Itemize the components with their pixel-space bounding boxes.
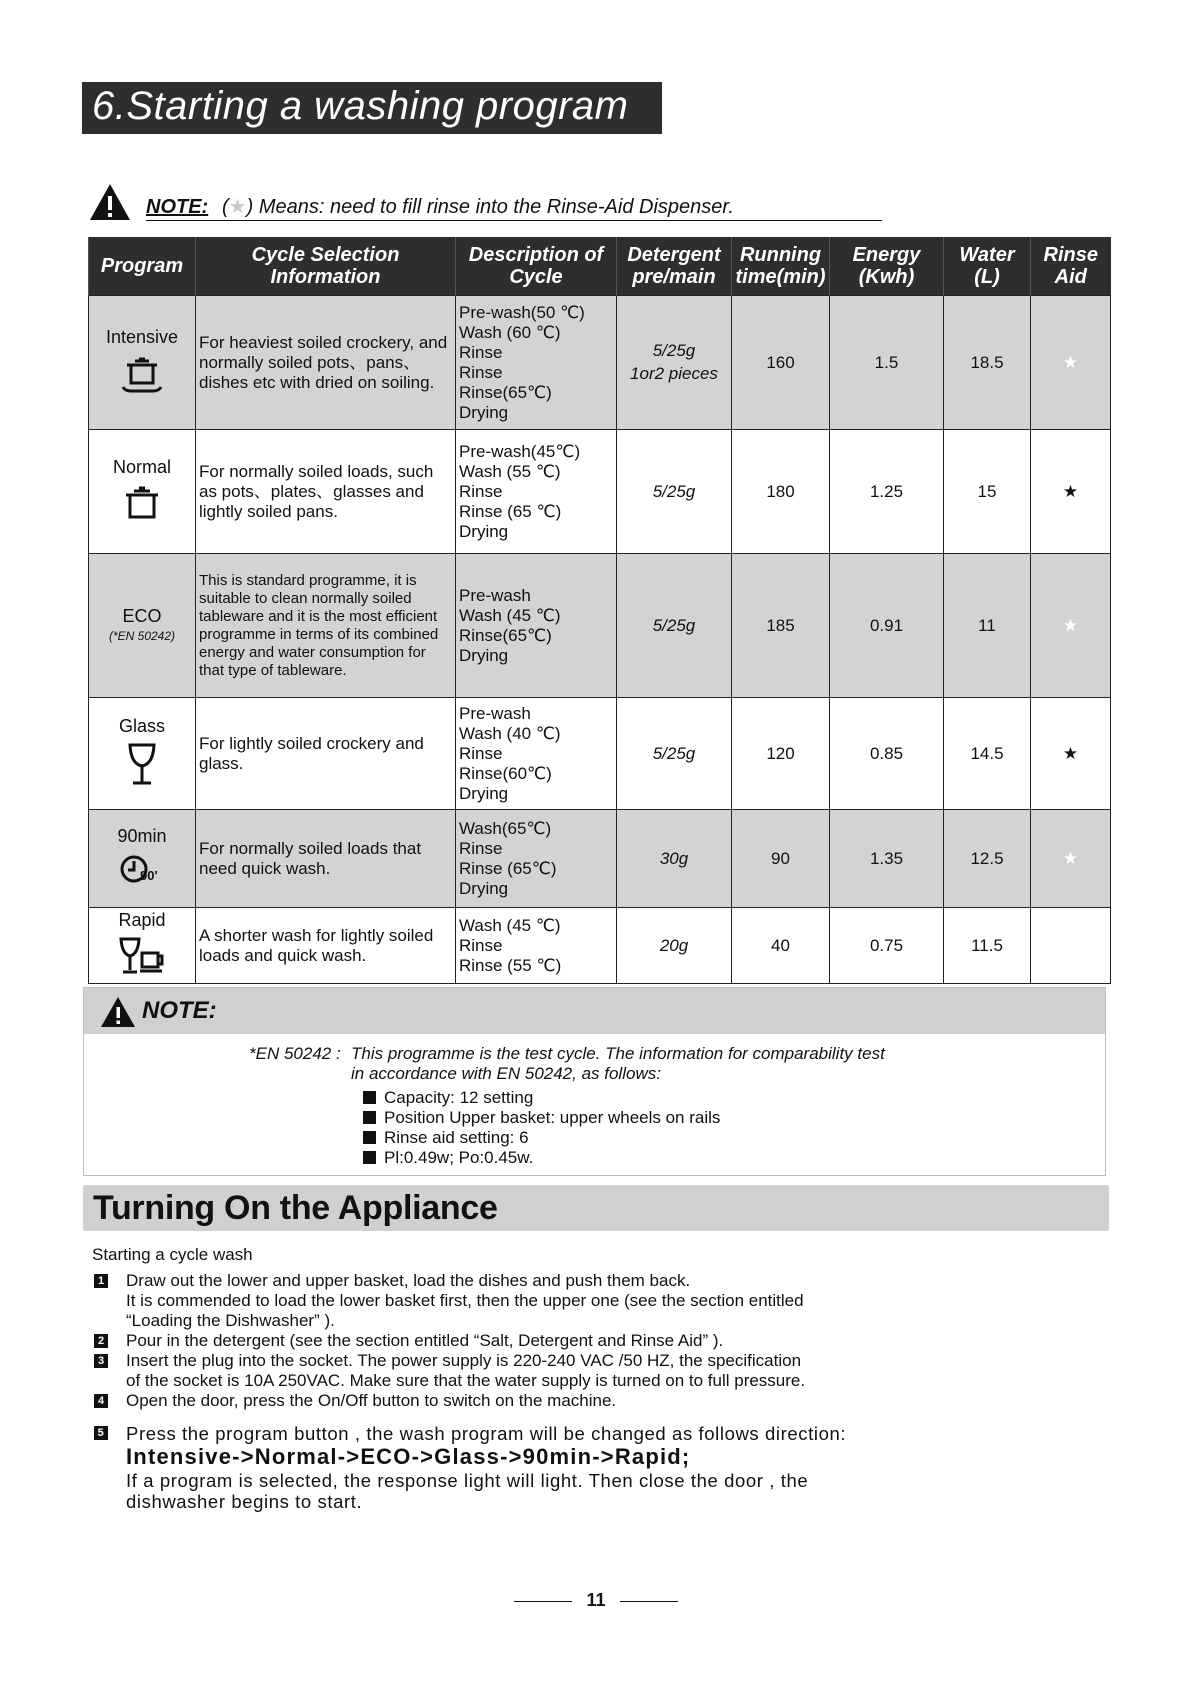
rinse-aid-star-icon: ★ (1031, 554, 1111, 698)
table-row (89, 810, 1111, 908)
cycle-info: A shorter wash for lightly soiled loads and quick wash. (196, 908, 456, 984)
note-box-header (84, 988, 1105, 1034)
energy-value: 1.25 (830, 430, 944, 554)
pot-icon (92, 483, 192, 526)
program-cell (89, 810, 196, 908)
wine-glass-icon (92, 742, 192, 791)
program-name: Glass (118, 716, 165, 736)
step-number: 3 (94, 1354, 108, 1368)
program-table (88, 237, 1111, 984)
program-cell (89, 430, 196, 554)
energy-value: 0.91 (830, 554, 944, 698)
list-item: Capacity: 12 setting (363, 1088, 720, 1108)
note-label: NOTE: (146, 196, 209, 218)
en-bullet-list (363, 1088, 720, 1168)
table-row (89, 430, 1111, 554)
rinse-aid-star-icon (1031, 908, 1111, 984)
note-box-label: NOTE: (142, 997, 217, 1024)
cycle-info: For normally soiled loads, such as pots、plates、glasses and lightly soiled pans. (196, 430, 456, 554)
step-number: 5 (94, 1426, 108, 1440)
warning-icon (88, 182, 132, 222)
page-title-bar (82, 82, 662, 134)
water-value: 12.5 (944, 810, 1031, 908)
header-running-time: Running time(min) (732, 237, 830, 296)
running-time: 180 (732, 430, 830, 554)
step-5: 5 Press the program button , the wash program will be changed as follows direction: Intensive->Normal->ECO->Glass->90min->Rapid; If a program is selected, the response light will light. Then close the door , the dishwasher begins to start. (92, 1423, 1102, 1512)
program-cell (89, 908, 196, 984)
detergent-cell: 5/25g (617, 554, 732, 698)
grey-star-icon: ★ (228, 196, 247, 218)
energy-value: 0.85 (830, 698, 944, 810)
step-number: 2 (94, 1334, 108, 1348)
svg-text:90': 90' (140, 868, 158, 883)
rinse-aid-star-icon: ★ (1031, 430, 1111, 554)
program-name: 90min (117, 826, 167, 846)
header-program: Program (89, 237, 196, 296)
program-cell (89, 698, 196, 810)
section-title: Turning On the Appliance (93, 1189, 498, 1227)
running-time: 40 (732, 908, 830, 984)
water-value: 11.5 (944, 908, 1031, 984)
cycle-description: Pre-wash(50 ℃) Wash (60 ℃) Rinse Rinse Rinse(65℃) Drying (456, 296, 617, 430)
program-name: Normal (112, 457, 171, 477)
list-item: Position Upper basket: upper wheels on rails (363, 1108, 720, 1128)
table-header-row (89, 237, 1111, 296)
step-2: 2 Pour in the detergent (see the section entitled “Salt, Detergent and Rinse Aid” ). (92, 1331, 1102, 1351)
header-description: Description of Cycle (456, 237, 617, 296)
warning-icon (100, 996, 136, 1028)
rinse-aid-star-icon: ★ (1031, 296, 1111, 430)
table-row (89, 296, 1111, 430)
header-energy: Energy (Kwh) (830, 237, 944, 296)
program-name: ECO (122, 605, 162, 626)
step-number: 1 (94, 1274, 108, 1288)
header-rinse-aid: Rinse Aid (1031, 237, 1111, 296)
detergent-cell: 5/25g (617, 698, 732, 810)
note-text: (★) Means: need to fill rinse into the Rinse-Aid Dispenser. (222, 196, 734, 218)
glass-and-cup-icon (92, 936, 192, 981)
detergent-cell: 5/25g (617, 430, 732, 554)
program-name: Intensive (105, 327, 179, 347)
detergent-cell: 30g (617, 810, 732, 908)
cycle-info: For normally soiled loads that need quick wash. (196, 810, 456, 908)
table-row (89, 908, 1111, 984)
pot-with-base-icon (92, 353, 192, 398)
cycle-info: For lightly soiled crockery and glass. (196, 698, 456, 810)
energy-value: 1.5 (830, 296, 944, 430)
cycle-description: Wash(65℃) Rinse Rinse (65℃) Drying (456, 810, 617, 908)
water-value: 14.5 (944, 698, 1031, 810)
running-time: 160 (732, 296, 830, 430)
cycle-description: Pre-wash Wash (45 ℃) Rinse(65℃) Drying (456, 554, 617, 698)
page-number: 11 (0, 1590, 1192, 1611)
step-4: 4 Open the door, press the On/Off button to switch on the machine. (92, 1391, 1102, 1411)
list-item: Pl:0.49w; Po:0.45w. (363, 1148, 720, 1168)
cycle-info: For heaviest soiled crockery, and normally soiled pots、pans、dishes etc with dried on soiling. (196, 296, 456, 430)
water-value: 18.5 (944, 296, 1031, 430)
steps-intro: Starting a cycle wash (92, 1245, 253, 1264)
water-value: 11 (944, 554, 1031, 698)
note-underline (146, 220, 882, 221)
en50242-note-box (83, 987, 1106, 1176)
water-value: 15 (944, 430, 1031, 554)
list-item: Rinse aid setting: 6 (363, 1128, 720, 1148)
en-description: This programme is the test cycle. The information for comparability test in accordance with EN 50242, as follows: (351, 1044, 885, 1083)
program-cell (89, 554, 196, 698)
table-row (89, 698, 1111, 810)
header-detergent: Detergent pre/main (617, 237, 732, 296)
program-name: Rapid (118, 910, 166, 930)
energy-value: 0.75 (830, 908, 944, 984)
header-cycle-selection: Cycle Selection Information (196, 237, 456, 296)
energy-value: 1.35 (830, 810, 944, 908)
table-row (89, 554, 1111, 698)
step-3: 3 Insert the plug into the socket. The power supply is 220-240 VAC /50 HZ, the specification of the socket is 10A 250VAC. Make sure that the water supply is turned on to full pressure. (92, 1351, 1102, 1391)
cycle-info: This is standard programme, it is suitable to clean normally soiled tableware and it is the most efficient programme in terms of its combined energy and water consumption for that type of tableware. (196, 554, 456, 698)
en-reference: *EN 50242 : (249, 1044, 341, 1063)
detergent-cell: 5/25g 1or2 pieces (617, 296, 732, 430)
header-water: Water (L) (944, 237, 1031, 296)
program-sequence: Intensive->Normal->ECO->Glass->90min->Rapid; (126, 1444, 691, 1469)
step-1: 1 Draw out the lower and upper basket, load the dishes and push them back. It is commended to load the lower basket first, then the upper one (see the section entitled “Loading the Dishwasher” ). (92, 1271, 1102, 1331)
running-time: 120 (732, 698, 830, 810)
program-cell (89, 296, 196, 430)
program-sub: (*EN 50242) (108, 628, 176, 643)
cycle-description: Wash (45 ℃) Rinse Rinse (55 ℃) (456, 908, 617, 984)
turning-on-steps (92, 1245, 1102, 1512)
running-time: 185 (732, 554, 830, 698)
section-title-bar (83, 1185, 1109, 1231)
clock-90-icon (92, 852, 192, 891)
detergent-cell: 20g (617, 908, 732, 984)
cycle-description: Pre-wash Wash (40 ℃) Rinse Rinse(60℃) Drying (456, 698, 617, 810)
cycle-description: Pre-wash(45℃) Wash (55 ℃) Rinse Rinse (65 ℃) Drying (456, 430, 617, 554)
running-time: 90 (732, 810, 830, 908)
rinse-aid-star-icon: ★ (1031, 698, 1111, 810)
rinse-aid-star-icon: ★ (1031, 810, 1111, 908)
step-number: 4 (94, 1394, 108, 1408)
page-title: 6.Starting a washing program (92, 84, 629, 128)
